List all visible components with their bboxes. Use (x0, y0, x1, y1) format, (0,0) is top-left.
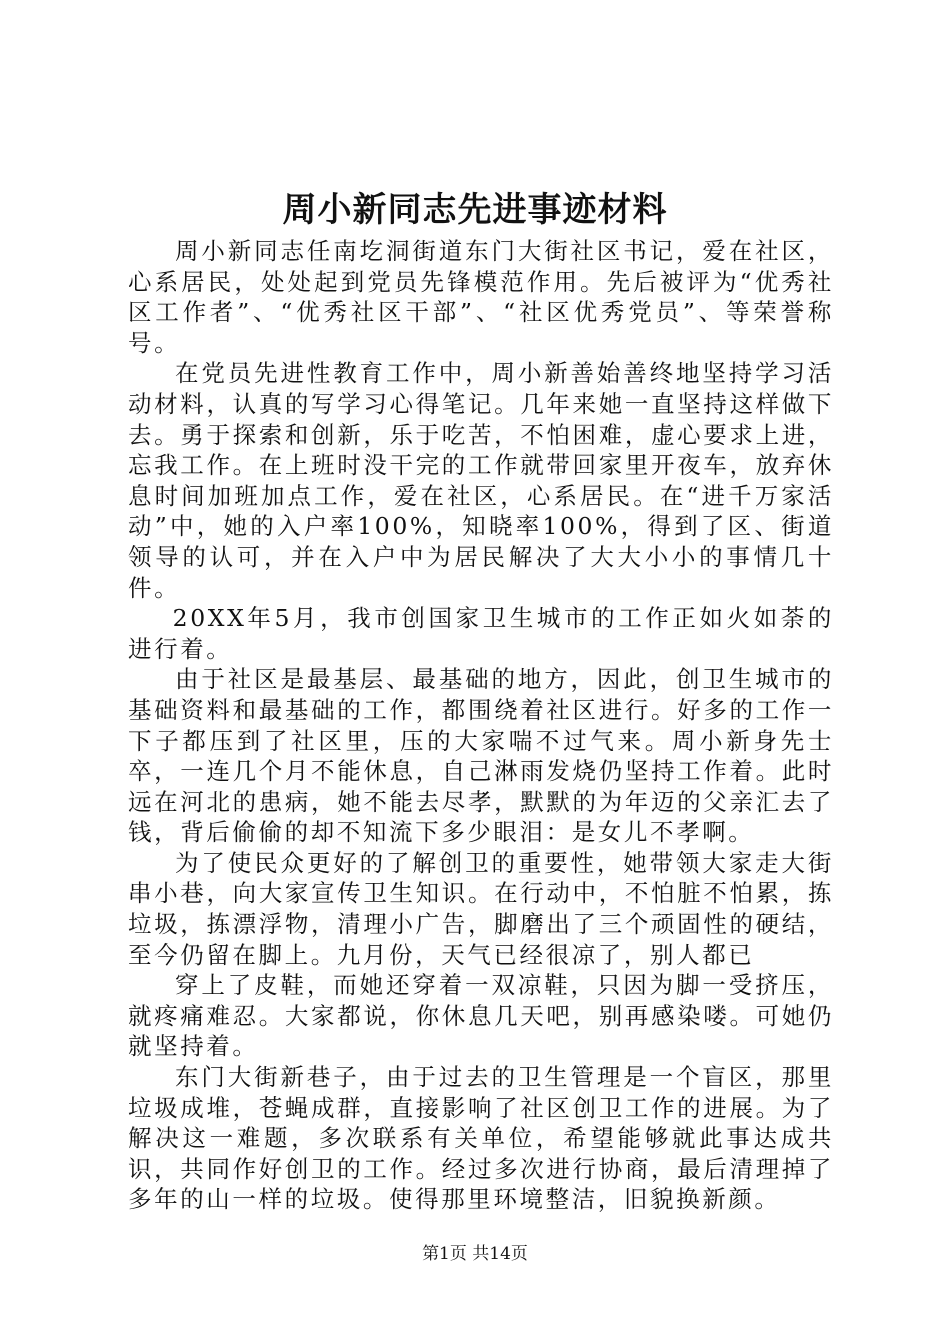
paragraph-5: 为了使民众更好的了解创卫的重要性，她带领大家走大街串小巷，向大家宣传卫生知识。在行动中，不怕脏不怕累，拣垃圾，拣漂浮物，清理小广告，脚磨出了三个顽固性的硬结，至今仍留在脚上。九月份，天气已经很凉了，别人都已 (128, 848, 834, 969)
paragraph-1: 周小新同志任南圪洞街道东门大街社区书记，爱在社区，心系居民，处处起到党员先锋模范作用。先后被评为“优秀社区工作者”、“优秀社区干部”、“社区优秀党员”、等荣誉称号。 (128, 237, 834, 357)
paragraph-6: 穿上了皮鞋，而她还穿着一双凉鞋，只因为脚一受挤压，就疼痛难忍。大家都说，你休息几天吧，别再感染喽。可她仍就坚持着。 (128, 971, 834, 1061)
paragraph-3: 20XX年5月，我市创国家卫生城市的工作正如火如荼的进行着。 (128, 604, 834, 663)
document-body (128, 236, 834, 1215)
paragraph-2: 在党员先进性教育工作中，周小新善始善终地坚持学习活动材料，认真的写学习心得笔记。几年来她一直坚持这样做下去。勇于探索和创新，乐于吃苦，不怕困难，虚心要求上进，忘我工作。在上班时没干完的工作就带回家里开夜车，放弃休息时间加班加点工作，爱在社区，心系居民。在“进千万家活动”中，她的入户率100%，知晓率100%，得到了区、街道领导的认可，并在入户中为居民解决了大大小小的事情几十件。 (128, 359, 834, 602)
paragraph-7: 东门大街新巷子，由于过去的卫生管理是一个盲区，那里垃圾成堆，苍蝇成群，直接影响了社区创卫工作的进展。为了解决这一难题，多次联系有关单位，希望能够就此事达成共识，共同作好创卫的工作。经过多次进行协商，最后清理掉了多年的山一样的垃圾。使得那里环境整洁，旧貌换新颜。 (128, 1063, 834, 1214)
page-footer: 第1页 共14页 (422, 1244, 528, 1264)
document-title: 周小新同志先进事迹材料 (282, 190, 668, 230)
paragraph-4: 由于社区是最基层、最基础的地方，因此，创卫生城市的基础资料和最基础的工作，都围绕着社区进行。好多的工作一下子都压到了社区里，压的大家喘不过气来。周小新身先士卒，一连几个月不能休息，自己淋雨发烧仍坚持工作着。此时远在河北的患病，她不能去尽孝，默默的为年迈的父亲汇去了钱，背后偷偷的却不知流下多少眼泪：是女儿不孝啊。 (128, 665, 834, 847)
